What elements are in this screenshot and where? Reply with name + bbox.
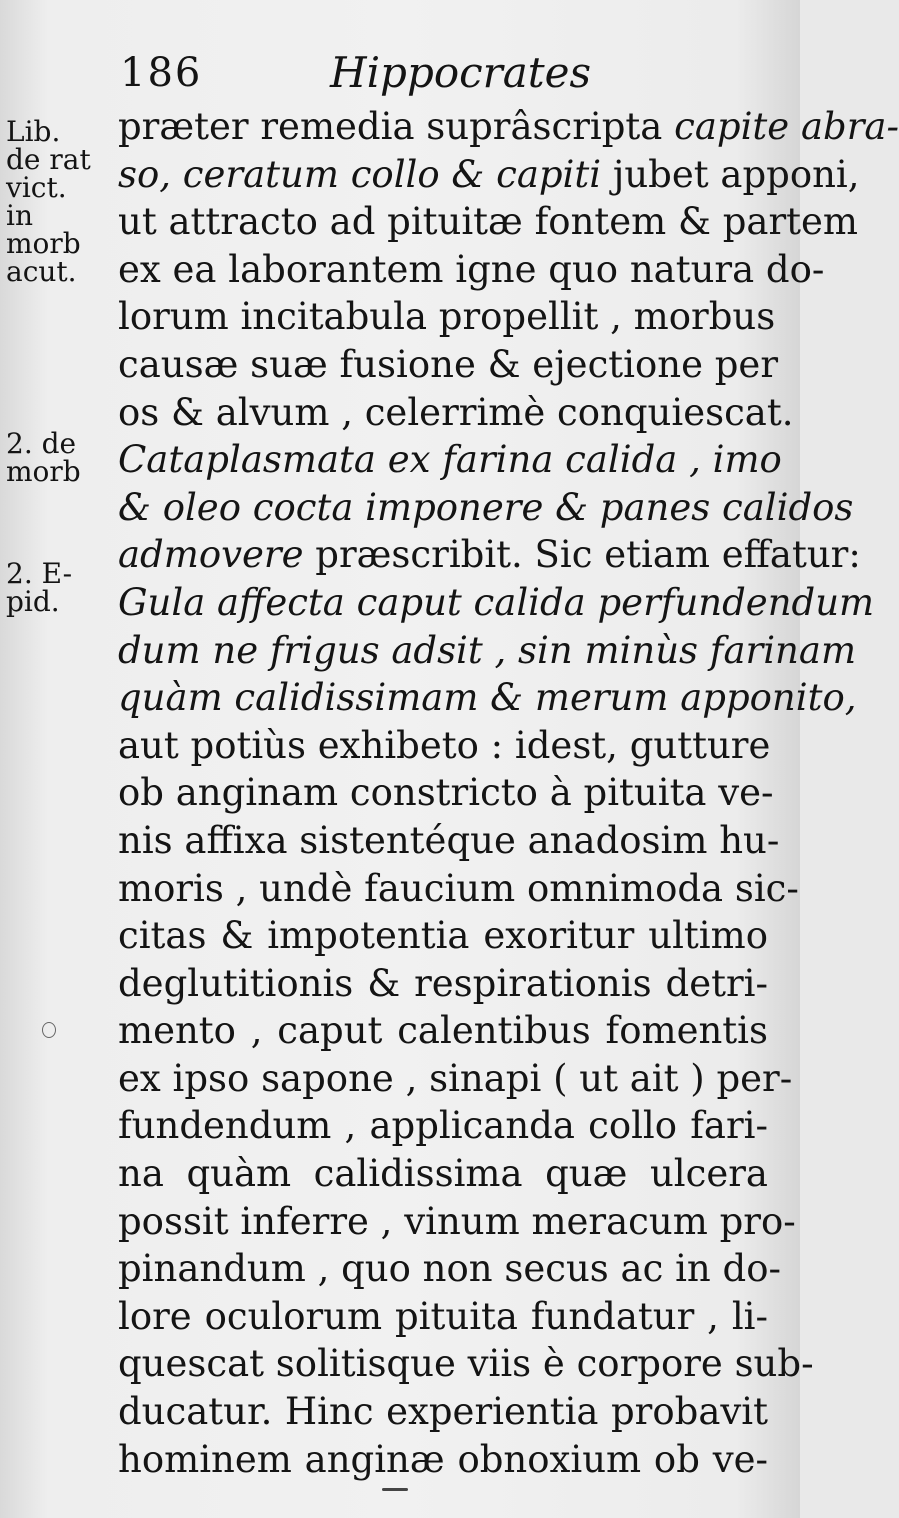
margin-note-de-morb: [6, 427, 116, 488]
text-line: citas & impotentia exoritur ultimo: [118, 914, 768, 958]
main-text: [118, 103, 899, 1483]
text-line: dum ne frigus adsit , sin minùs farinam: [118, 628, 857, 672]
margin-note-line: de rat: [6, 143, 91, 176]
text-line: so, ceratum collo & capiti jubet apponi,: [118, 152, 860, 196]
text-line: ex ea laborantem igne quo natura do-: [118, 247, 825, 291]
margin-note-line: 2. de: [6, 427, 77, 460]
ink-circle-mark: [42, 1022, 56, 1038]
text-line: os & alvum , celerrimè conquiescat.: [118, 390, 794, 434]
margin-note-line: morb: [6, 227, 81, 260]
text-line: ex ipso sapone , sinapi ( ut ait ) per-: [118, 1056, 793, 1100]
ink-dash-mark: [382, 1488, 408, 1491]
running-head: Hippocrates: [330, 48, 592, 97]
text-line: Cataplasmata ex farina calida , imo: [118, 438, 782, 482]
text-line: fundendum , applicanda collo fari-: [118, 1104, 768, 1148]
page-number: 186: [120, 50, 203, 96]
text-line: moris , undè faucium omnimoda sic-: [118, 866, 799, 910]
text-line: nis affixa sistentéque anadosim hu-: [118, 818, 780, 862]
margin-note-line: in: [6, 199, 33, 232]
text-line: pinandum , quo non secus ac in do-: [118, 1247, 781, 1291]
margin-note-lib-de-rat-vict: [6, 115, 116, 288]
margin-note-epid: [6, 557, 116, 618]
text-line: na quàm calidissima quæ ulcera: [118, 1152, 768, 1196]
text-line: ob anginam constricto à pituita ve-: [118, 771, 774, 815]
text-line: lorum incitabula propellit , morbus: [118, 295, 776, 339]
text-line: possit inferre , vinum meracum pro-: [118, 1199, 796, 1243]
text-line: præter remedia suprâscripta capite abra-: [118, 105, 899, 148]
margin-note-line: 2. E-: [6, 557, 73, 590]
margin-note-line: Lib.: [6, 115, 61, 148]
margin-note-line: acut.: [6, 255, 77, 288]
text-line: aut potiùs exhibeto : idest, gutture: [118, 723, 771, 767]
text-line: quescat solitisque viis è corpore sub-: [118, 1342, 814, 1386]
text-line: & oleo cocta imponere & panes calidos: [118, 485, 854, 529]
text-line: quàm calidissimam & merum apponito,: [118, 676, 857, 720]
text-line: hominem anginæ obnoxium ob ve-: [118, 1437, 768, 1481]
text-line: ducatur. Hinc experientia probavit: [118, 1390, 768, 1434]
text-line: ut attracto ad pituitæ fontem & partem: [118, 200, 858, 244]
text-line: Gula affecta caput calida perfundendum: [118, 580, 875, 624]
margin-note-line: morb: [6, 455, 81, 488]
text-line: deglutitionis & respirationis detri-: [118, 961, 768, 1005]
text-line: causæ suæ fusione & ejectione per: [118, 342, 779, 386]
text-line: admovere præscribit. Sic etiam effatur:: [118, 533, 861, 577]
text-line: mento , caput calentibus fomentis: [118, 1009, 768, 1053]
text-line: lore oculorum pituita fundatur , li-: [118, 1294, 768, 1338]
margin-note-line: vict.: [6, 171, 67, 204]
margin-note-line: pid.: [6, 585, 60, 618]
